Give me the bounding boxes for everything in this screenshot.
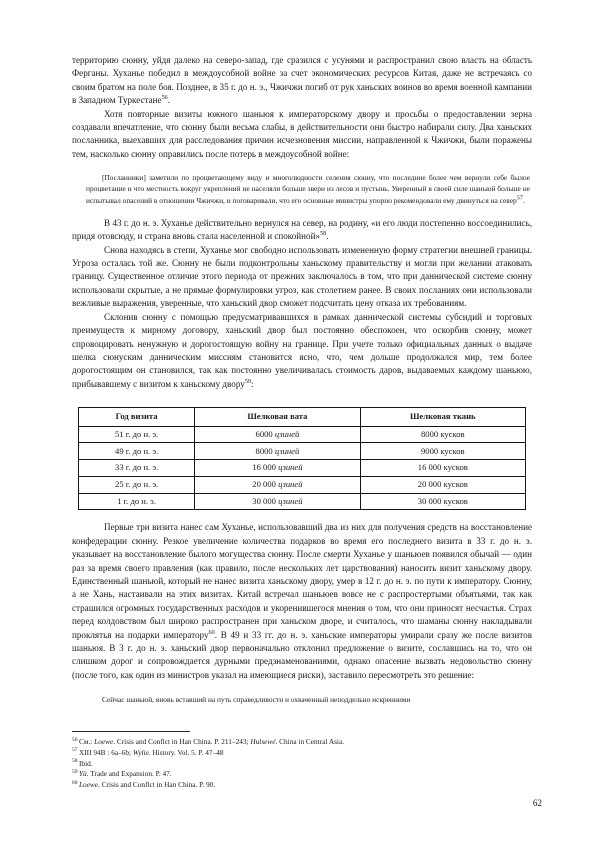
cell-year: 25 г. до н. э. bbox=[79, 476, 195, 493]
footnote-text-secondary: . China in Central Asia. bbox=[275, 737, 345, 746]
footnote-ref-56[interactable]: 56 bbox=[161, 94, 168, 102]
paragraph-3-text: В 43 г. до н. э. Хуханье действительно вернулся на север, на родину, «и его люди постепенно воссоединились, придя отовсюду, и страна вновь стала населенной и спокойной» bbox=[72, 217, 532, 242]
footnote-text: . Crisis and Conflct in Han China. P. 211–243; bbox=[113, 737, 251, 746]
spacer bbox=[72, 510, 532, 521]
paragraph-2: Хотя повторные визиты южного шаньюя к императорскому двору и просьбы о предоставлении зерна создавали впечатление, что сюнну были весьма слабы, в действительности они быстро набирали силу. Два ханьских посланника, выехавших для расследования причин исчезновения миссии, направленной к Чжичжи, были поражены тем, насколько сюнну оправились после потерь в междоусобной войне: bbox=[72, 108, 532, 159]
cell-silk-wadding bbox=[195, 476, 360, 493]
cell-silk-cloth: 8000 кусков bbox=[360, 426, 525, 443]
table-row bbox=[79, 493, 526, 510]
column-header-silk-wadding: Шелковая вата bbox=[195, 408, 360, 426]
cell-year: 33 г. до н. э. bbox=[79, 460, 195, 477]
table-header-row bbox=[79, 408, 526, 426]
cell-silk-wadding-value: 6000 bbox=[255, 428, 273, 439]
paragraph-5-text: Склонив сюнну с помощью предусматривавшихся в рамках даннической системы субсидий и торговых преимуществ к мирному договору, ханьский двор был постоянно обеспокоен, что оскорбив сюнну, может спровоцировать ненужную и дорогостоящую войну на границе. При учете только официальных данных о выдаче шелка сюнуским данническим миссиям становится ясно, что, чем дольше продолжался мир, тем более дорогостоящим он становился, так как постоянно увеличивалась стоимость даров, выдаваемых каждому шаньюю, прибывавшему с визитом к ханьскому двору bbox=[72, 311, 532, 389]
footnote-prefix: См.: bbox=[78, 737, 95, 746]
paragraph-6 bbox=[72, 521, 532, 682]
cell-silk-wadding bbox=[195, 460, 360, 477]
cell-silk-cloth: 30 000 кусков bbox=[360, 493, 525, 510]
cell-silk-cloth: 9000 кусков bbox=[360, 443, 525, 460]
column-header-year: Год визита bbox=[79, 408, 195, 426]
paragraph-3 bbox=[72, 217, 532, 244]
footnote-ref-58[interactable]: 58 bbox=[320, 230, 327, 238]
footnote-author-secondary: Hulsewé bbox=[250, 737, 276, 746]
table-head bbox=[79, 408, 526, 426]
cell-silk-wadding bbox=[195, 426, 360, 443]
footnote-59 bbox=[72, 769, 532, 779]
footnote-56 bbox=[72, 737, 532, 747]
cell-silk-wadding bbox=[195, 493, 360, 510]
footnote-author: Loewe bbox=[78, 780, 99, 790]
blockquote-envoys-text: [Посланники] заметили по процветающему виду и многолюдности селения сюнну, что последние более чем вернули себе былое процветание и что местность вокруг укреплений не населяли больше звери из лесов и пустынь. Уверенный в своей силе шаньюй больше не испытывал опасений в отношении Чжичжи, и поговаривали, что его основные министры упорно рекомендовали ему двинуться на север bbox=[86, 173, 530, 205]
paragraph-4: Снова находясь в степи, Хуханье мог свободно использовать измененную форму стратегии внешней границы. Угроза осталась той же. Сюнну не были подконтрольны ханьскому правительству и могли при желании атаковать границу. Существенное отличие этого периода от прежних заключалось в том, что при даннической системе сюнну использовали скрытые, а не прямые формулировки угроз, как столетием ранее. В своих посланиях они использовали вежливые выражения, уверенные, что ханьский двор сможет подсчитать цену отказа их требованиям. bbox=[72, 244, 532, 309]
blockquote-shanyu: Сейчас шаньюй, вновь вставший на путь справедливости и охваченный неподдельно искренними bbox=[102, 695, 411, 705]
footnote-separator-rule bbox=[72, 731, 190, 732]
blockquote-envoys bbox=[72, 172, 532, 206]
paragraph-6-text: Первые три визита нанес сам Хуханье, использовавший два из них для получения средств на восстановление конфедерации сюнну. Резкое увеличение количества подарков во время его последнего визита в 33 г. до н. э. указывает на восстановление былого могущества сюнну. После смерти Хуханье у шаньюев появился обычай — один раз за время своего правления (как правило, после нескольких лет царствования) наносить визит ханьскому двору. Единственный шаньюй, который не нанес визита ханьскому двору, умер в 12 г. до н. э. по пути к императору. Сюнну, а не Хань, настаивали на этих визитах. Китай встречал шаньюев вовсе не с распростертыми объятьями, так как страшился огромных государственных расходов и укоренившегося мнения о том, что они приносят несчастья. Страх перед колдовством был широко распространен при ханьском дворе, и считалось, что шаманы сюнну накладывали проклятья на подарки императору bbox=[72, 522, 532, 640]
footnote-text: . History. Vol. 5. P. 47–48 bbox=[148, 747, 224, 757]
page-number: 62 bbox=[532, 798, 542, 808]
table-row bbox=[79, 460, 526, 477]
footnote-57 bbox=[72, 748, 532, 758]
footnote-prefix: Ibid. bbox=[78, 758, 93, 768]
footnote-ref-60[interactable]: 60 bbox=[208, 628, 215, 636]
footnote-author: Wylie bbox=[132, 747, 149, 757]
footnote-ref-59[interactable]: 59 bbox=[244, 377, 251, 385]
footnote-marker: 59 bbox=[72, 768, 78, 775]
cell-year: 1 г. до н. э. bbox=[79, 493, 195, 510]
footnote-text: . Crisis and Conflct in Han China. P. 90. bbox=[98, 780, 216, 790]
cell-silk-wadding-value: 20 000 bbox=[252, 479, 276, 490]
table-body bbox=[79, 426, 526, 510]
footnote-prefix: ХIII 94B : 6a–6b; bbox=[78, 747, 133, 757]
silk-tribute-table-wrapper bbox=[72, 407, 532, 510]
cell-silk-cloth: 16 000 кусков bbox=[360, 460, 525, 477]
spacer bbox=[72, 206, 532, 217]
cell-silk-wadding-unit: цзиней bbox=[278, 496, 303, 507]
cell-silk-cloth: 20 000 кусков bbox=[360, 476, 525, 493]
footnote-area bbox=[72, 737, 532, 791]
footnote-ref-57[interactable]: 57 bbox=[516, 194, 523, 202]
paragraph-3-tail: . bbox=[326, 231, 329, 242]
cell-silk-wadding-value: 16 000 bbox=[252, 462, 276, 473]
footnote-marker: 58 bbox=[72, 758, 78, 765]
main-text-column bbox=[72, 54, 532, 706]
footnote-60 bbox=[72, 780, 532, 790]
paragraph-1-tail: . bbox=[167, 95, 171, 106]
paragraph-1-text: территорию сюнну, уйдя далеко на северо-запад, где сразился с усунями и распространил свою власть на область Ферганы. Хуханье победил в междоусобной войне за счет экономических ресурсов Китая, даже не встречаясь со своим братом на поле боя. Позднее, в 35 г. до н. э., Чжичжи погиб от рук ханьских воинов во время военной кампании в Западном Туркестане bbox=[72, 55, 532, 106]
column-header-silk-cloth: Шелковая ткань bbox=[360, 408, 525, 426]
blockquote-envoys-tail: . bbox=[522, 195, 525, 205]
paragraph-6-tail: . В 49 и 33 гг. до н. э. ханьские императоры умирали сразу же после визитов шаньюя. В 3 г. до н. э. ханьский двор первоначально отклонил предложение о визите, сославшись на то, что он слишком дорог и сопровождается дурными предзнаменованиями, однако опасение вызвать недовольство сюнну (после того, как один из министров указал на имеющиеся риски), заставило пересмотреть это решение: bbox=[72, 629, 532, 680]
cell-silk-wadding-value: 8000 bbox=[255, 445, 273, 456]
footnote-author: Loewe bbox=[94, 737, 114, 746]
cell-silk-wadding-unit: цзиней bbox=[274, 428, 300, 439]
footnote-author: Yü bbox=[78, 769, 87, 779]
footnote-marker: 56 bbox=[72, 736, 78, 743]
paragraph-5 bbox=[72, 311, 532, 391]
footnote-text: . Trade and Expansion. P. 47. bbox=[86, 769, 172, 779]
silk-tribute-table bbox=[78, 407, 526, 510]
cell-year: 49 г. до н. э. bbox=[79, 443, 195, 460]
cell-silk-wadding-value: 30 000 bbox=[252, 496, 276, 507]
cell-year: 51 г. до н. э. bbox=[79, 426, 195, 443]
paragraph-continuation bbox=[72, 54, 532, 108]
cell-silk-wadding-unit: цзиней bbox=[278, 479, 303, 490]
paragraph-5-tail: : bbox=[251, 378, 254, 389]
table-row bbox=[79, 476, 526, 493]
cell-silk-wadding-unit: цзиней bbox=[274, 445, 300, 456]
cell-silk-wadding-unit: цзиней bbox=[278, 462, 303, 473]
cell-silk-wadding bbox=[195, 443, 360, 460]
footnote-marker: 57 bbox=[72, 747, 78, 754]
table-row bbox=[79, 443, 526, 460]
table-row bbox=[79, 426, 526, 443]
footnote-marker: 60 bbox=[72, 779, 78, 786]
footnote-58 bbox=[72, 759, 532, 769]
